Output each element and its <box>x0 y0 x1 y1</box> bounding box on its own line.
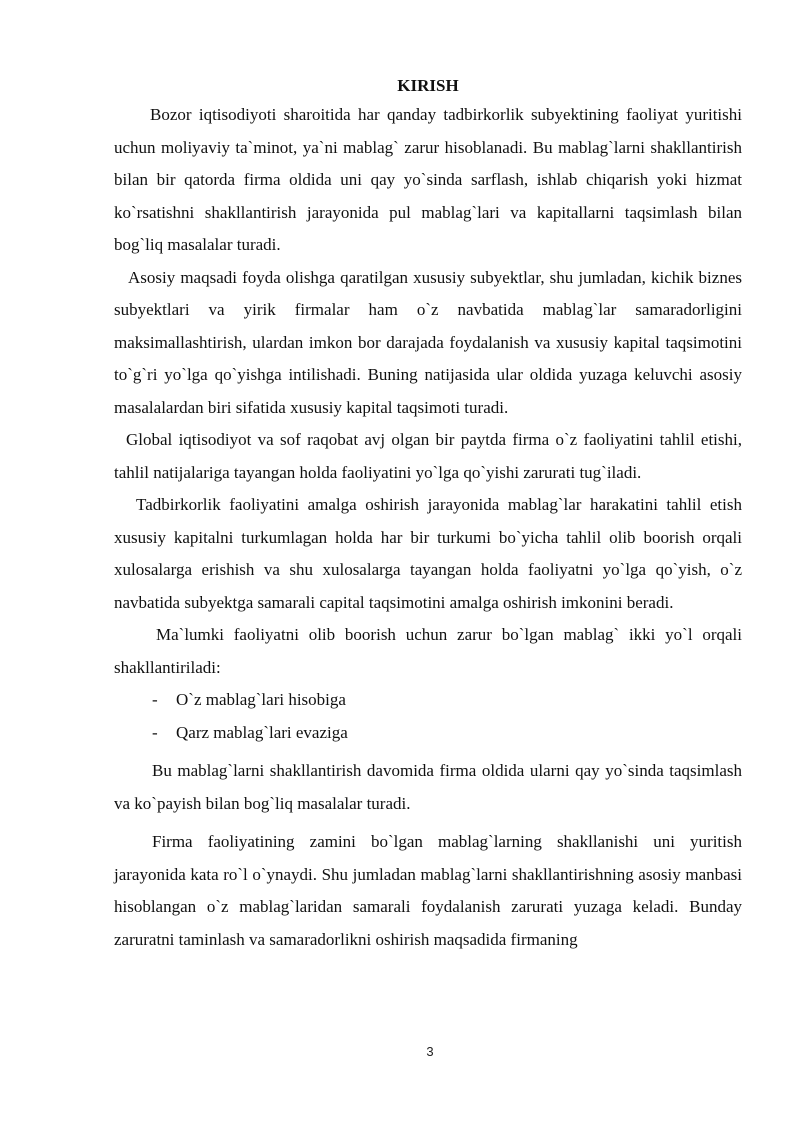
list-item-text: Qarz mablag`lari evaziga <box>176 722 348 742</box>
paragraph-6: Bu mablag`larni shakllantirish davomida firma oldida ularni qay yo`sinda taqsimlash va ko`payish bilan bog`liq masalalar turadi. <box>114 761 742 813</box>
funding-sources-list <box>114 684 742 749</box>
paragraph-7: Firma faoliyatining zamini bo`lgan mablag`larning shakllanishi uni yuritish jarayonida kata ro`l o`ynaydi. Shu jumladan mablag`larni shakllantirishning asosiy manbasi hisoblangan o`z mablag`laridan samarali foydalanish zarurati yuzaga keladi. Bunday zaruratni taminlash va samaradorlikni oshirish maqsadida firmaning <box>114 832 742 949</box>
list-dash-marker: - <box>152 690 158 709</box>
paragraph-5: Ma`lumki faoliyatni olib boorish uchun zarur bo`lgan mablag` ikki yo`l orqali shakllantiriladi: <box>114 625 742 677</box>
paragraph-2: Asosiy maqsadi foyda olishga qaratilgan xususiy subyektlar, shu jumladan, kichik biznes subyektlari va yirik firmalar ham o`z navbatida mablag`lar samaradorligini maksimallashtirish, ulardan imkon bor darajada foydalanish va xususiy kapital taqsimotini to`g`ri yo`lga qo`yishga intilishadi. Buning natijasida ular oldida yuzaga keluvchi asosiy masalalardan biri sifatida xususiy kapital taqsimoti turadi. <box>114 267 742 417</box>
paragraph-4: Tadbirkorlik faoliyatini amalga oshirish jarayonida mablag`lar harakatini tahlil etish xususiy kapitalni turkumlagan holda har bir turkumi bo`yicha tahlil olib boorish orqali xulosalarga erishish va shu xulosalarga tayangan holda faoliyatni yo`lga qo`yish, o`z navbatida subyektga samarali capital taqsimotini amalga oshirish imkonini beradi. <box>114 495 742 612</box>
list-item <box>152 717 742 750</box>
section-title: KIRISH <box>397 76 459 95</box>
page-number: 3 <box>426 1044 434 1059</box>
list-dash-marker: - <box>152 722 158 742</box>
paragraph-3: Global iqtisodiyot va sof raqobat avj olgan bir paytda firma o`z faoliyatini tahlil etishi, tahlil natijalariga tayangan holda faoliyatini yo`lga qo`yishi zarurati tug`iladi. <box>114 430 742 482</box>
paragraph-1: Bozor iqtisodiyoti sharoitida har qanday tadbirkorlik subyektining faoliyat yuritishi uchun moliyaviy ta`minot, ya`ni mablag` zarur hisoblanadi. Bu mablag`larni shakllantirish bilan bir qatorda firma oldida uni qay yo`sinda sarflash, ishlab chiqarish yoki hizmat ko`rsatishni shakllantirish jarayonida pul mablag`lari va kapitallarni taqsimlash bilan bog`liq masalalar turadi. <box>114 105 742 254</box>
document-page <box>114 76 742 956</box>
list-item-text: O`z mablag`lari hisobiga <box>176 690 346 709</box>
list-item <box>152 684 742 717</box>
